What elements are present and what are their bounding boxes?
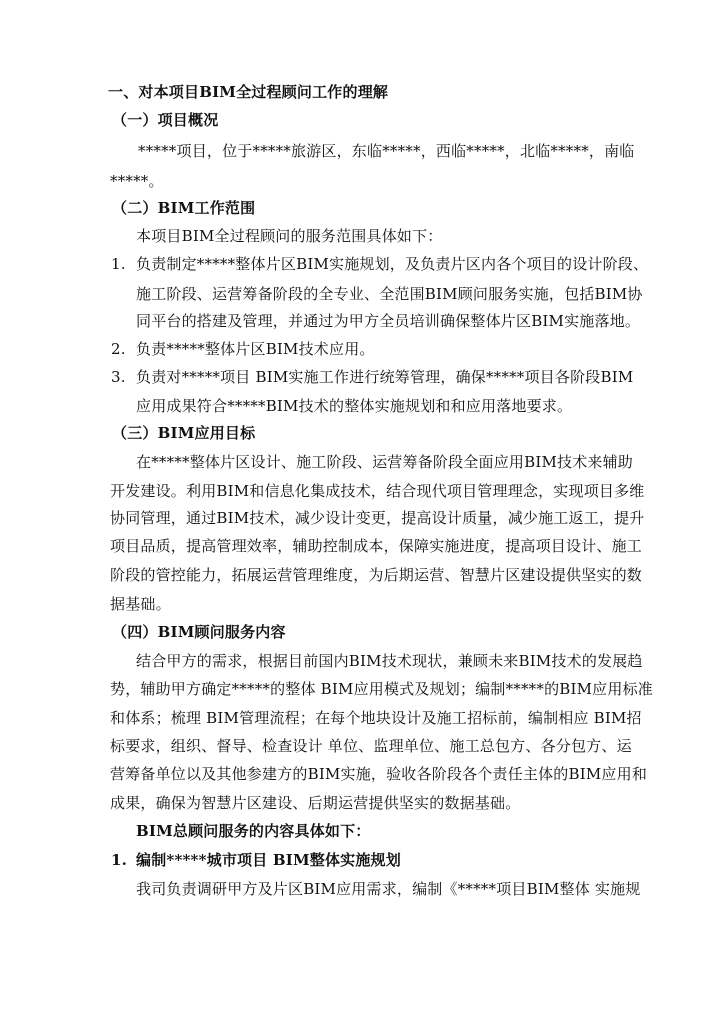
list-item-number: 3. — [111, 368, 126, 386]
section-4-title: （四）BIM顾问服务内容 — [112, 623, 286, 641]
list-item-line: 应用成果符合*****BIM技术的整体实施规划和和应用落地要求。 — [136, 397, 573, 415]
paragraph-line: 结合甲方的需求，根据目前国内BIM技术现状，兼顾未来BIM技术的发展趋 — [136, 652, 643, 670]
list-item-line: 负责制定*****整体片区BIM实施规划，及负责片区内各个项目的设计阶段、 — [136, 255, 649, 273]
list-item-number: 1. — [111, 851, 128, 869]
paragraph-line: 项目品质，提高管理效率，辅助控制成本，保障实施进度，提高项目设计、施工 — [110, 537, 643, 555]
sub-heading: BIM总顾问服务的内容具体如下： — [136, 822, 371, 840]
paragraph-line: 营筹备单位以及其他参建方的BIM实施，验收各阶段各个责任主体的BIM应用和 — [110, 765, 648, 783]
paragraph-line: *****。 — [110, 172, 164, 190]
list-item-title: 编制*****城市项目 BIM整体实施规划 — [136, 851, 401, 869]
list-item-number: 2. — [111, 340, 126, 358]
paragraph-line: 开发建设。利用BIM和信息化集成技术，结合现代项目管理理念，实现项目多维 — [110, 482, 645, 500]
paragraph-line: 和体系；梳理 BIM管理流程；在每个地块设计及施工招标前，编制相应 BIM招 — [110, 709, 642, 727]
paragraph-line: 标要求，组织、督导、检查设计 单位、监理单位、施工总包方、各分包方、运 — [110, 737, 632, 755]
section-3-title: （三）BIM应用目标 — [112, 424, 256, 442]
section-1-title: （一）项目概况 — [112, 111, 219, 129]
paragraph-line: 在*****整体片区设计、施工阶段、运营筹备阶段全面应用BIM技术来辅助 — [136, 453, 634, 471]
main-heading: 一、对本项目BIM全过程顾问工作的理解 — [108, 83, 389, 101]
section-2-title: （二）BIM工作范围 — [112, 199, 256, 217]
paragraph-line: 据基础。 — [110, 595, 171, 613]
paragraph-line: 我司负责调研甲方及片区BIM应用需求，编制《*****项目BIM整体 实施规 — [136, 880, 641, 898]
paragraph-line: 协同管理，通过BIM技术，减少设计变更，提高设计质量，减少施工返工，提升 — [110, 509, 645, 527]
list-item-line: 负责*****整体片区BIM技术应用。 — [136, 340, 375, 358]
section-2-intro: 本项目BIM全过程顾问的服务范围具体如下： — [136, 227, 443, 245]
list-item-line: 负责对*****项目 BIM实施工作进行统筹管理，确保*****项目各阶段BIM — [136, 368, 634, 386]
paragraph-line: *****项目，位于*****旅游区，东临*****，西临*****，北临*****，南临 — [138, 142, 635, 160]
list-item-line: 同平台的搭建及管理，并通过为甲方全员培训确保整体片区BIM实施落地。 — [136, 312, 641, 330]
list-item-number: 1. — [111, 255, 126, 273]
paragraph-line: 势，辅助甲方确定*****的整体 BIM应用模式及规划；编制*****的BIM应用标准 — [110, 680, 653, 698]
list-item-line: 施工阶段、运营筹备阶段的全专业、全范围BIM顾问服务实施，包括BIM协 — [136, 285, 643, 303]
paragraph-line: 阶段的管控能力，拓展运营管理维度，为后期运营、智慧片区建设提供坚实的数 — [110, 566, 643, 584]
paragraph-line: 成果，确保为智慧片区建设、后期运营提供坚实的数据基础。 — [110, 794, 521, 812]
